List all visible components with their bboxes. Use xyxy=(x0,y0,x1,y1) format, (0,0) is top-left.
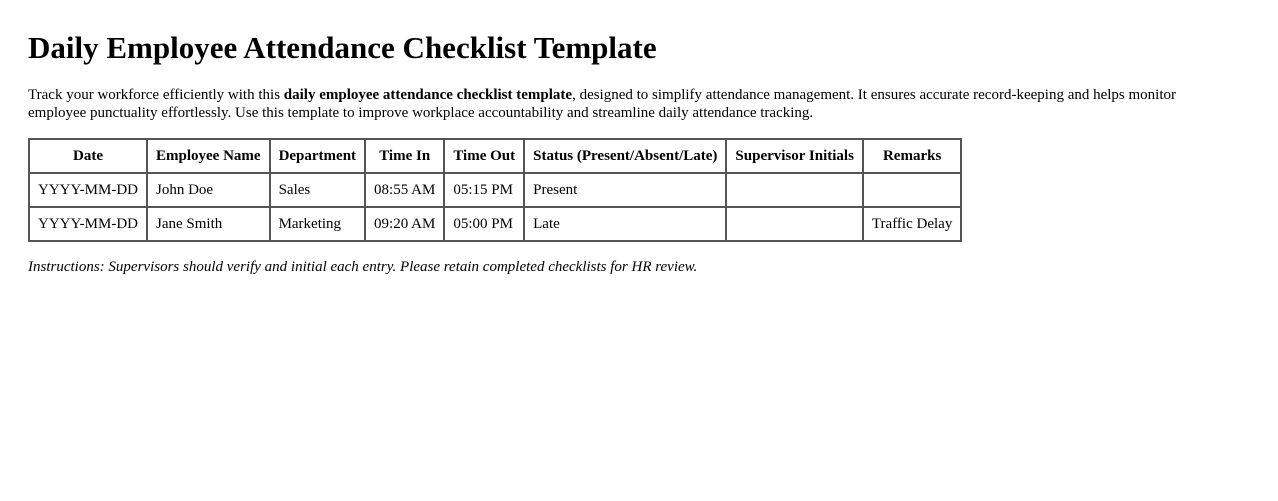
table-row xyxy=(29,173,961,207)
cell-employee-name: Jane Smith xyxy=(147,207,270,241)
header-remarks: Remarks xyxy=(863,139,961,173)
cell-time-out: 05:00 PM xyxy=(444,207,524,241)
cell-time-in: 08:55 AM xyxy=(365,173,444,207)
intro-paragraph xyxy=(28,86,1218,122)
table-row xyxy=(29,207,961,241)
cell-time-in: 09:20 AM xyxy=(365,207,444,241)
cell-status: Late xyxy=(524,207,726,241)
header-time-in: Time In xyxy=(365,139,444,173)
cell-department: Marketing xyxy=(270,207,365,241)
table-header-row xyxy=(29,139,961,173)
attendance-table xyxy=(28,138,962,242)
header-department: Department xyxy=(270,139,365,173)
intro-text-start: Track your workforce efficiently with this xyxy=(28,87,284,103)
cell-date: YYYY-MM-DD xyxy=(29,173,147,207)
cell-employee-name: John Doe xyxy=(147,173,270,207)
cell-time-out: 05:15 PM xyxy=(444,173,524,207)
header-date: Date xyxy=(29,139,147,173)
cell-supervisor-initials xyxy=(726,207,863,241)
intro-text-bold: daily employee attendance checklist template xyxy=(283,87,573,103)
cell-date: YYYY-MM-DD xyxy=(29,207,147,241)
cell-remarks xyxy=(863,173,961,207)
header-supervisor-initials: Supervisor Initials xyxy=(726,139,863,173)
cell-department: Sales xyxy=(270,173,365,207)
instructions-note: Instructions: Supervisors should verify and initial each entry. Please retain completed checklists for HR review. xyxy=(28,259,698,275)
header-employee-name: Employee Name xyxy=(147,139,270,173)
intro-text-end: , designed to simplify attendance management. It ensures accurate record-keeping and helps monitor employee punctuality effortlessly. Use this template to improve workplace accountability and streamline daily attendance tracking. xyxy=(28,87,1177,121)
cell-status: Present xyxy=(524,173,726,207)
header-time-out: Time Out xyxy=(444,139,524,173)
cell-remarks: Traffic Delay xyxy=(863,207,961,241)
page-title: Daily Employee Attendance Checklist Template xyxy=(28,30,657,65)
header-status: Status (Present/Absent/Late) xyxy=(524,139,726,173)
cell-supervisor-initials xyxy=(726,173,863,207)
